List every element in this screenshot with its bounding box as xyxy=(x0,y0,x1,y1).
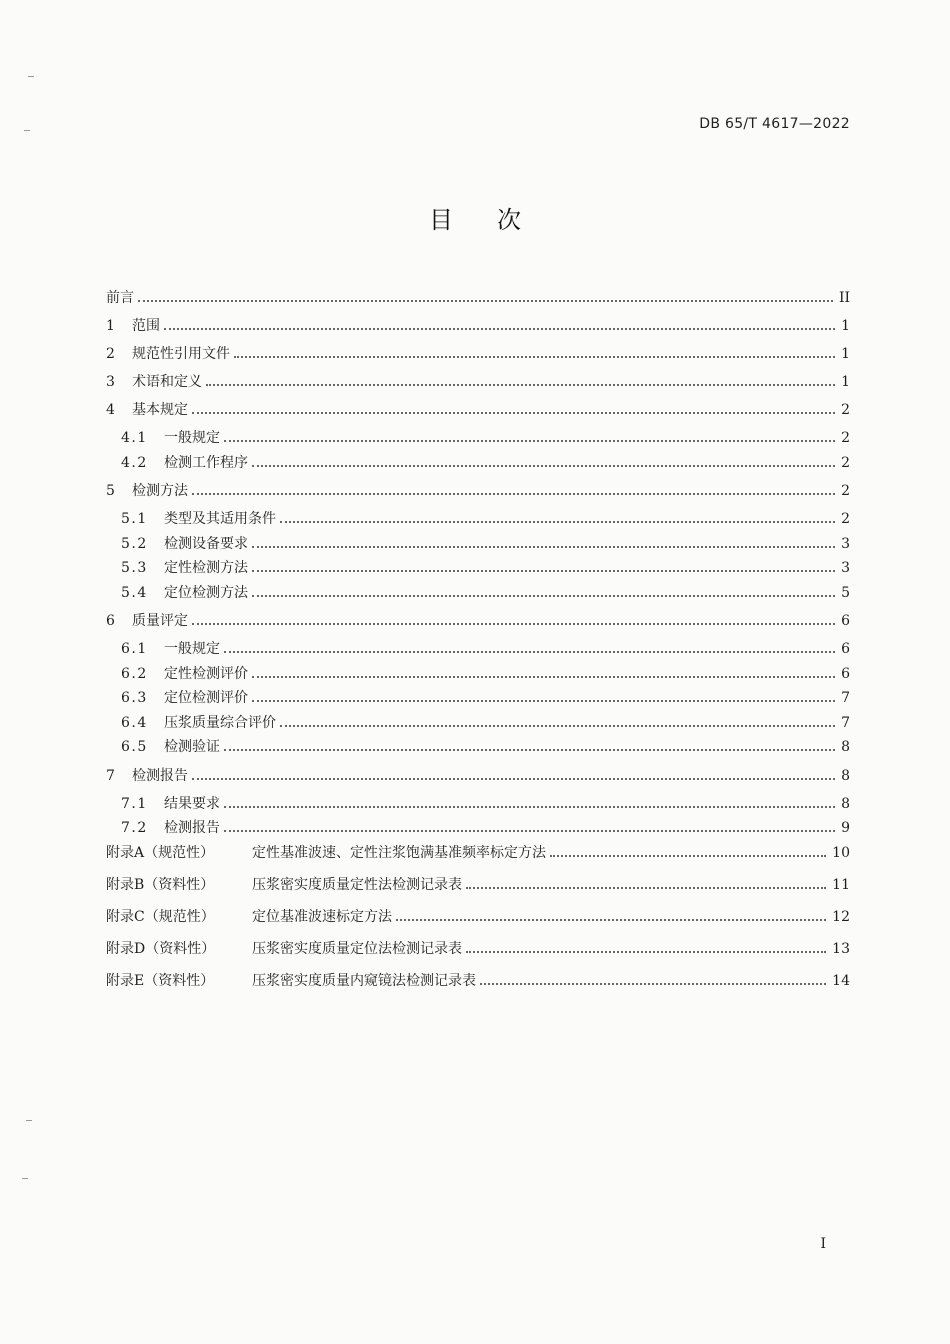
toc-entry-page: 1 xyxy=(841,318,850,334)
toc-entry-page: 12 xyxy=(832,908,850,925)
toc-entry[interactable] xyxy=(106,663,850,688)
toc-entry[interactable] xyxy=(106,508,850,533)
toc-entry[interactable] xyxy=(106,371,850,399)
toc-entry-title: 前言 xyxy=(106,290,134,306)
toc-entry-title: 检测报告 xyxy=(132,767,188,784)
toc-dot-leader xyxy=(234,356,835,358)
toc-entry[interactable] xyxy=(106,582,850,607)
toc-entry-number: 4.1 xyxy=(121,430,148,446)
toc-entry-page: 5 xyxy=(841,584,850,601)
toc-entry-title: 压浆密实度质量定位法检测记录表 xyxy=(252,940,462,957)
toc-appendix-entry[interactable] xyxy=(106,970,850,1002)
toc-dot-leader xyxy=(138,300,833,302)
toc-entry-number: 7.2 xyxy=(121,820,148,836)
toc-entry[interactable] xyxy=(106,712,850,737)
toc-dot-leader xyxy=(252,465,835,467)
toc-entry-number: 6.3 xyxy=(121,690,148,706)
toc-dot-leader xyxy=(192,623,835,625)
toc-dot-leader xyxy=(466,887,826,889)
toc-appendix-code: 附录A（规范性） xyxy=(106,844,215,861)
toc-entry-number: 1 xyxy=(106,318,117,334)
toc-dot-leader xyxy=(480,983,826,985)
toc-dot-leader xyxy=(252,546,835,548)
toc-entry[interactable] xyxy=(106,315,850,343)
toc-dot-leader xyxy=(224,749,835,751)
toc-entry-title: 定性检测方法 xyxy=(164,560,248,576)
toc-entry-number: 7.1 xyxy=(121,795,148,812)
toc-dot-leader xyxy=(192,412,835,414)
toc-entry-title: 质量评定 xyxy=(132,613,188,629)
toc-entry-title: 压浆密实度质量定性法检测记录表 xyxy=(252,876,462,893)
toc-entry[interactable] xyxy=(106,533,850,558)
toc-entry-title: 定位检测方法 xyxy=(164,584,248,601)
toc-entry[interactable] xyxy=(106,343,850,371)
toc-dot-leader xyxy=(466,951,826,953)
toc-entry-page: 1 xyxy=(841,374,850,390)
toc-entry[interactable] xyxy=(106,638,850,663)
toc-entry[interactable] xyxy=(106,557,850,582)
toc-entry-number: 7 xyxy=(106,767,117,784)
scan-speck xyxy=(26,1120,32,1121)
toc-appendix-code: 附录D（资料性） xyxy=(106,940,216,957)
toc-entry-title: 类型及其适用条件 xyxy=(164,511,276,527)
toc-entry-title: 术语和定义 xyxy=(132,374,202,390)
toc-entry[interactable] xyxy=(106,610,850,638)
toc-entry-number: 2 xyxy=(106,346,117,362)
toc-dot-leader xyxy=(252,570,835,572)
toc-entry-number: 5.1 xyxy=(121,511,148,527)
toc-entry-number: 5.2 xyxy=(121,535,148,552)
toc-dot-leader xyxy=(224,651,835,653)
toc-entry-page: 3 xyxy=(841,535,850,552)
toc-dot-leader xyxy=(224,806,835,808)
toc-entry-title: 结果要求 xyxy=(164,795,220,812)
toc-entry-title: 定位基准波速标定方法 xyxy=(252,908,392,925)
toc-appendix-entry[interactable] xyxy=(106,874,850,906)
toc-appendix-code: 附录B（资料性） xyxy=(106,876,215,893)
toc-entry-page: 6 xyxy=(841,613,850,629)
toc-entry-title: 基本规定 xyxy=(132,402,188,418)
toc-entry-page: 14 xyxy=(832,972,850,989)
toc-entry-number: 5.3 xyxy=(121,560,148,576)
toc-entry[interactable] xyxy=(106,793,850,818)
toc-entry[interactable] xyxy=(106,817,850,842)
toc-entry-number: 6.2 xyxy=(121,665,148,682)
toc-entry[interactable] xyxy=(106,480,850,508)
toc-entry-page: 1 xyxy=(841,346,850,362)
toc-entry-title: 范围 xyxy=(132,318,160,334)
toc-appendix-entry[interactable] xyxy=(106,906,850,938)
toc-entry-number: 6.4 xyxy=(121,714,148,731)
toc-dot-leader xyxy=(252,676,835,678)
toc-entry-title: 检测方法 xyxy=(132,483,188,499)
toc-entry-number: 3 xyxy=(106,374,117,390)
toc-entry-title: 检测工作程序 xyxy=(164,454,248,471)
toc-title: 目次 xyxy=(429,206,565,234)
toc-entry-title: 检测验证 xyxy=(164,739,220,755)
toc-entry-title: 检测报告 xyxy=(164,820,220,836)
toc-entry-number: 4 xyxy=(106,402,117,418)
toc-entry-number: 5.4 xyxy=(121,584,148,601)
toc-entry-page: II xyxy=(838,290,850,306)
toc-entry-page: 3 xyxy=(841,560,850,576)
toc-entry-title: 压浆密实度质量内窥镜法检测记录表 xyxy=(252,972,476,989)
toc-dot-leader xyxy=(192,493,835,495)
toc-entry[interactable] xyxy=(106,452,850,477)
toc-dot-leader xyxy=(224,440,835,442)
standard-code: DB 65/T 4617—2022 xyxy=(699,116,850,132)
toc-dot-leader xyxy=(224,830,835,832)
toc-entry[interactable] xyxy=(106,399,850,427)
toc-entry-title: 一般规定 xyxy=(164,641,220,657)
toc-entry-title: 规范性引用文件 xyxy=(132,346,230,362)
toc-entry-page: 10 xyxy=(832,844,850,861)
scan-speck xyxy=(22,1178,28,1179)
toc-dot-leader xyxy=(164,328,835,330)
toc-entry-page: 6 xyxy=(841,641,850,657)
toc-entry-number: 6 xyxy=(106,613,117,629)
toc-entry[interactable] xyxy=(106,427,850,452)
toc-entry-title: 定性检测评价 xyxy=(164,665,248,682)
toc-appendix-entry[interactable] xyxy=(106,842,850,874)
toc-entry-page: 9 xyxy=(841,820,850,836)
toc-entry-page: 2 xyxy=(841,483,850,499)
toc-dot-leader xyxy=(252,595,835,597)
toc-entry[interactable] xyxy=(106,736,850,761)
toc-entry-page: 11 xyxy=(832,876,850,893)
toc-entry-page: 6 xyxy=(841,665,850,682)
toc-entry-page: 2 xyxy=(841,454,850,471)
toc-entry[interactable] xyxy=(106,765,850,793)
toc-entry-number: 5 xyxy=(106,483,117,499)
table-of-contents xyxy=(106,287,850,1002)
toc-dot-leader xyxy=(280,521,835,523)
toc-dot-leader xyxy=(192,778,835,780)
toc-entry-number: 6.1 xyxy=(121,641,148,657)
toc-dot-leader xyxy=(396,919,826,921)
toc-entry-page: 8 xyxy=(841,767,850,784)
scan-speck xyxy=(24,130,30,131)
toc-appendix-code: 附录C（规范性） xyxy=(106,908,215,925)
toc-entry[interactable] xyxy=(106,687,850,712)
toc-dot-leader xyxy=(280,725,835,727)
toc-entry-title: 定性基准波速、定性注浆饱满基准频率标定方法 xyxy=(252,844,546,861)
toc-entry-page: 7 xyxy=(841,690,850,706)
toc-entry-page: 8 xyxy=(841,795,850,812)
toc-entry-page: 2 xyxy=(841,402,850,418)
toc-entry-page: 2 xyxy=(841,430,850,446)
toc-entry-page: 7 xyxy=(841,714,850,731)
toc-entry-number: 4.2 xyxy=(121,454,148,471)
toc-entry-title: 检测设备要求 xyxy=(164,535,248,552)
toc-entry-title: 压浆质量综合评价 xyxy=(164,714,276,731)
toc-appendix-code: 附录E（资料性） xyxy=(106,972,215,989)
toc-entry-page: 8 xyxy=(841,739,850,755)
toc-dot-leader xyxy=(550,855,826,857)
toc-dot-leader xyxy=(252,700,835,702)
toc-entry-page: 13 xyxy=(832,940,850,957)
toc-entry-number: 6.5 xyxy=(121,739,148,755)
page-number: I xyxy=(820,1236,826,1252)
toc-entry[interactable] xyxy=(106,287,850,315)
toc-entry-title: 定位检测评价 xyxy=(164,690,248,706)
scan-speck xyxy=(28,76,34,77)
toc-appendix-entry[interactable] xyxy=(106,938,850,970)
toc-entry-page: 2 xyxy=(841,511,850,527)
toc-entry-title: 一般规定 xyxy=(164,430,220,446)
toc-dot-leader xyxy=(206,384,835,386)
